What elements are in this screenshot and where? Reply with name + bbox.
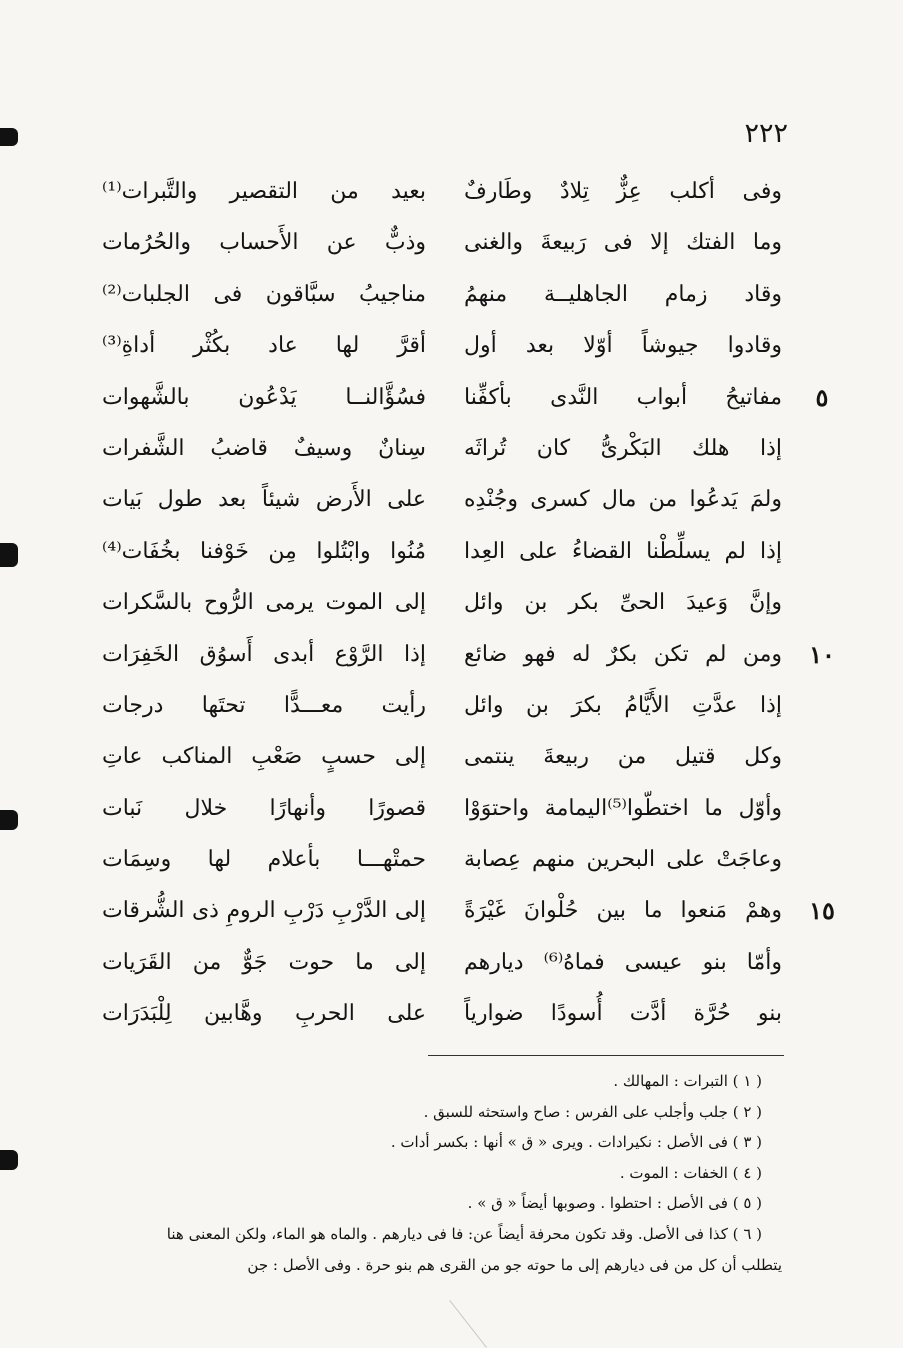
verse-line [100, 680, 840, 731]
first-hemistich: وكل قتيل من ربيعةَ ينتمى [464, 744, 782, 770]
first-hemistich: مفاتيحُ أبواب النَّدى بأكفِّنا [464, 384, 782, 410]
footnote-divider [428, 1055, 784, 1056]
verse-line [100, 217, 840, 268]
footnote: ( ٤ ) الخفات : الموت . [619, 1163, 762, 1182]
first-hemistich: وعاجَتْ على البحرين منهم عِصابة [464, 847, 782, 873]
verse-line [100, 988, 840, 1039]
scan-margin-mark [0, 128, 18, 146]
scan-margin-mark [0, 810, 18, 830]
second-hemistich: مُنُوا وابْتُلوا مِن خَوْفنا بخُفَات⁽⁴⁾ [102, 538, 426, 564]
verse-number: ٥ [815, 382, 829, 412]
verse-line [100, 629, 840, 680]
first-hemistich: وهمْ مَنعوا ما بين حُلْوانَ غَيْرَةً [464, 898, 782, 924]
verse-line [100, 320, 840, 371]
second-hemistich: سِنانٌ وسيفٌ قاضبُ الشَّفرات [102, 435, 426, 461]
footnote-continuation: يتطلب أن كل من فى ديارهم إلى ما حوته جو من القرى هم بنو حرة . وفى الأصل : جن [247, 1255, 782, 1274]
verse-line [100, 423, 840, 474]
verse-line [100, 731, 840, 782]
second-hemistich: على الحربِ وهَّابين لِلْبَدَرَات [102, 1001, 426, 1027]
verse-line [100, 937, 840, 988]
first-hemistich: وإنَّ وَعيدَ الحىِّ بكر بن وائل [464, 590, 782, 616]
verse-line [100, 526, 840, 577]
first-hemistich: ومن لم تكن بكرٌ له فهو ضائع [464, 641, 782, 667]
scan-margin-mark [0, 543, 18, 567]
verse-line [100, 166, 840, 217]
scan-margin-mark [0, 1150, 18, 1170]
second-hemistich: إلى الموت يرمى الرُّوح بالسَّكرات [102, 590, 426, 616]
second-hemistich: وذبٌّ عن الأَحساب والحُرُمات [102, 230, 426, 256]
first-hemistich: وفى أكلب عِزٌّ تِلادٌ وطَارفٌ [464, 179, 782, 204]
second-hemistich: مناجيبُ سبَّاقون فى الجلبات⁽²⁾ [102, 281, 426, 307]
first-hemistich: وأمّا بنو عيسى فماهُ⁽⁶⁾ ديارهم [464, 949, 782, 975]
verse-number: ١٥ [809, 896, 835, 926]
first-hemistich: وما الفتك إلا فى رَبيعةَ والغنى [464, 230, 782, 256]
verse-line [100, 834, 840, 885]
second-hemistich: على الأَرض شيئاً بعد طول بَيات [102, 487, 426, 513]
first-hemistich: وقادوا جيوشاً أوّلا بعد أول [464, 333, 782, 359]
second-hemistich: فسُؤَّالنــا يَدْعُون بالشَّهوات [102, 384, 426, 410]
verse-line [100, 577, 840, 628]
verse-line [100, 474, 840, 525]
second-hemistich: أقرَّ لها عاد بكُثْر أداةِ⁽³⁾ [102, 333, 426, 359]
first-hemistich: إذا لم يسلِّطْنا القضاءُ على العِدا [464, 538, 782, 564]
footnote: ( ٢ ) جلب وأجلب على الفرس : صاح واستحثه للسبق . [423, 1102, 762, 1121]
verse-line [100, 783, 840, 834]
footnote: ( ٦ ) كذا فى الأصل. وقد تكون محرفة أيضاً عن: فا فى ديارهم . والماه هو الماء، ولكن المعنى هنا [166, 1224, 762, 1243]
first-hemistich: إذا هلك البَكْرىُّ كان تُراثَه [464, 435, 782, 461]
poem [100, 166, 840, 1040]
second-hemistich: رأيت معـــدًّا تحتَها درجات [102, 692, 426, 718]
footnote: ( ٣ ) فى الأصل : نكيرادات . ويرى « ق » أنها : بكسر أدات . [390, 1133, 762, 1152]
footnotes [100, 1066, 790, 1280]
footnote: ( ٥ ) فى الأصل : احتطوا . وصوبها أيضاً « ق » . [467, 1194, 762, 1213]
footnote: ( ١ ) التبرات : المهالك . [613, 1072, 762, 1090]
second-hemistich: إذا الرَّوْع أبدى أَسوُق الخَفِرَات [102, 641, 426, 667]
verse-number: ١٠ [809, 639, 835, 669]
second-hemistich: إلى الدَّرْبِ دَرْبِ الرومِ ذى الشُّرقات [102, 898, 426, 924]
verse-line [100, 372, 840, 423]
first-hemistich: وقاد زمام الجاهليــة منهمُ [464, 281, 782, 307]
verse-line [100, 269, 840, 320]
second-hemistich: حمتْهـــا بأعلام لها وسِمَات [102, 847, 426, 873]
second-hemistich: إلى حسبٍ صَعْبِ المناكب عاتِ [102, 744, 426, 770]
first-hemistich: ولمَ يَدعُوا من مال كسرى وجُنْدِه [464, 487, 782, 513]
second-hemistich: بعيد من التقصير والتَّبرات⁽¹⁾ [102, 179, 426, 204]
first-hemistich: إذا عدَّتِ الأَيَّامُ بكرَ بن وائل [464, 692, 782, 718]
page-number: ٢٢٢ [744, 118, 788, 149]
first-hemistich: وأوّل ما اختطّوا⁽⁵⁾اليمامة واحتوَوْا [464, 795, 782, 821]
verse-line [100, 885, 840, 936]
second-hemistich: قصورًا وأنهارًا خلال نَبات [102, 795, 426, 821]
second-hemistich: إلى ما حوت جَوٌّ من القَرَيات [102, 949, 426, 975]
first-hemistich: بنو حُرَّة أدَّت أُسودًا ضوارياً [464, 1001, 782, 1027]
scan-artifact-line [449, 1300, 487, 1348]
